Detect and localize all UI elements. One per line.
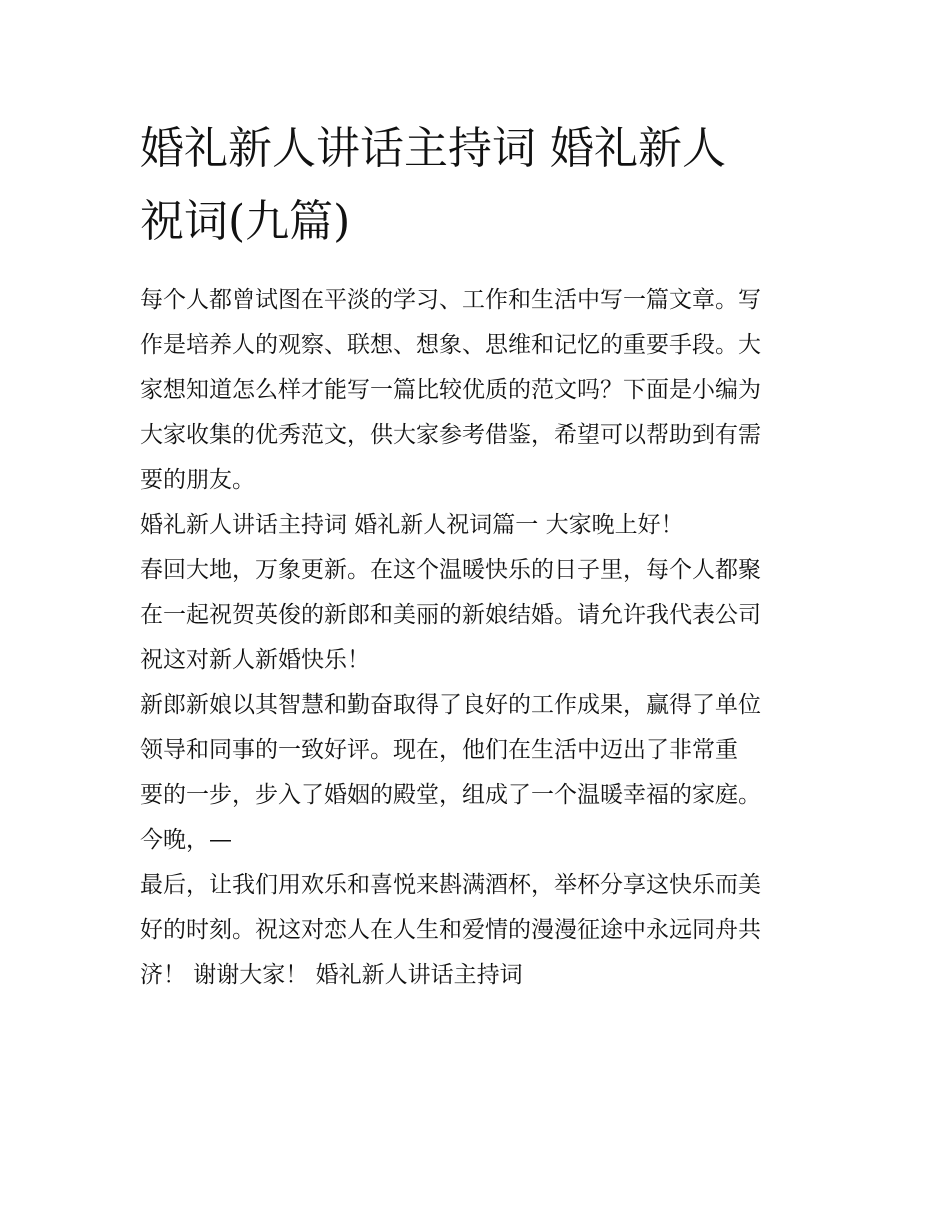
body-line: 新郎新娘以其智慧和勤奋取得了良好的工作成果，赢得了单位 bbox=[140, 692, 761, 718]
body-line: 领导和同事的一致好评。现在，他们在生活中迈出了非常重 bbox=[140, 737, 738, 763]
body-line: 大家收集的优秀范文，供大家参考借鉴，希望可以帮助到有需 bbox=[140, 422, 761, 448]
body-line: 今晚，— bbox=[140, 827, 232, 853]
body-line: 作是培养人的观察、联想、想象、思维和记忆的重要手段。大 bbox=[140, 332, 761, 358]
body-line: 家想知道怎么样才能写一篇比较优质的范文吗？下面是小编为 bbox=[140, 377, 761, 403]
title-line: 祝词(九篇) bbox=[140, 196, 351, 247]
body-line: 好的时刻。祝这对恋人在人生和爱情的漫漫征途中永远同舟共 bbox=[140, 917, 761, 943]
body-line: 婚礼新人讲话主持词 婚礼新人祝词篇一 大家晚上好！ bbox=[140, 512, 684, 538]
body-line: 每个人都曾试图在平淡的学习、工作和生活中写一篇文章。写 bbox=[140, 287, 761, 313]
document-title bbox=[140, 112, 830, 258]
title-line: 婚礼新人讲话主持词 婚礼新人 bbox=[140, 123, 726, 174]
document-body bbox=[140, 278, 830, 998]
body-line: 济！ 谢谢大家！ 婚礼新人讲话主持词 bbox=[140, 962, 523, 988]
body-line: 祝这对新人新婚快乐！ bbox=[140, 647, 370, 673]
body-line: 春回大地，万象更新。在这个温暖快乐的日子里，每个人都聚 bbox=[140, 557, 761, 583]
body-line: 最后，让我们用欢乐和喜悦来斟满酒杯，举杯分享这快乐而美 bbox=[140, 872, 761, 898]
body-line: 要的一步，步入了婚姻的殿堂，组成了一个温暖幸福的家庭。 bbox=[140, 782, 761, 808]
body-line: 在一起祝贺英俊的新郎和美丽的新娘结婚。请允许我代表公司 bbox=[140, 602, 761, 628]
body-line: 要的朋友。 bbox=[140, 467, 255, 493]
